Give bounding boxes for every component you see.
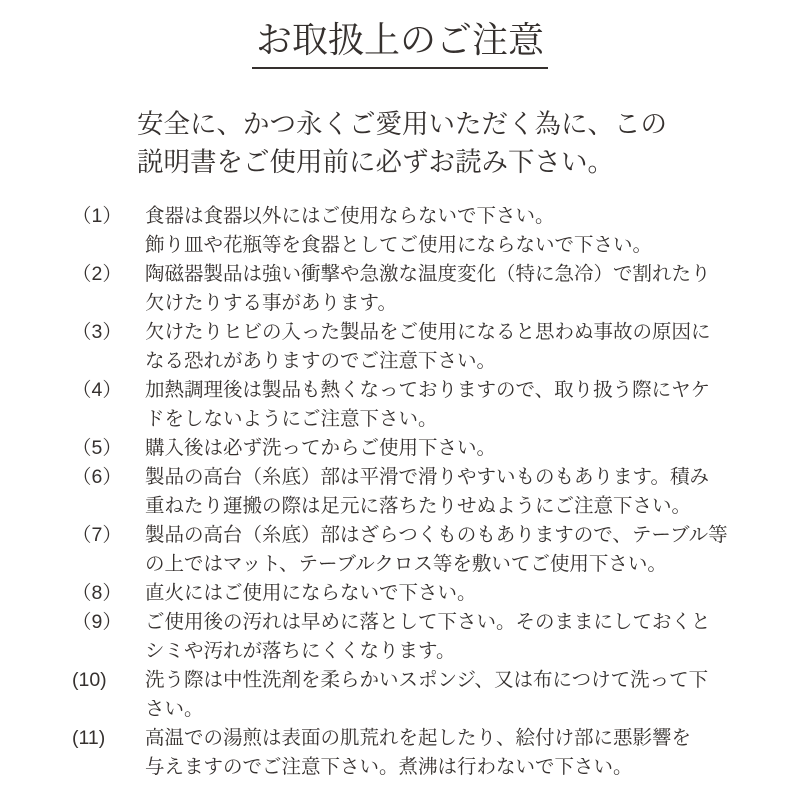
item-text-line: 欠けたりヒビの入った製品をご使用になると思わぬ事故の原因に [145,320,711,343]
item-text [145,434,800,463]
item-text [145,666,800,724]
item-text [145,202,800,260]
item-text-line: ご使用後の汚れは早めに落として下さい。そのままにしておくと [145,610,711,633]
item-text-line: 製品の高台（糸底）部はざらつくものもありますので、テーブル等 [145,523,728,546]
item-text [145,521,800,579]
item-text-line: 飾り皿や花瓶等を食器としてご使用にならないで下さい。 [145,233,653,256]
item-text-line: 重ねたり運搬の際は足元に落ちたりせぬようにご注意下さい。 [145,494,692,517]
item-text-line: 陶磁器製品は強い衝撃や急激な温度変化（特に急冷）で割れたり [145,262,711,285]
item-number: （6） [72,465,122,488]
item-number: （9） [72,610,122,633]
item-text [145,260,800,318]
item-number: (10) [72,668,107,691]
item-number: （7） [72,523,122,546]
list-item [72,260,800,318]
item-number: (11) [72,726,106,749]
item-number: （3） [72,320,122,343]
list-item [72,202,800,260]
item-text [145,318,800,376]
item-text [145,724,800,782]
item-text-line: 食器は食器以外にはご使用ならないで下さい。 [145,204,555,227]
item-text [145,608,800,666]
item-text-line: 直火にはご使用にならないで下さい。 [145,581,477,604]
intro-text [137,105,800,181]
intro-line-2: 説明書をご使用前に必ずお読み下さい。 [137,146,614,177]
title-wrap [0,0,800,69]
list-item [72,724,800,782]
item-text-line: なる恐れがありますのでご注意下さい。 [145,349,497,372]
item-number: （2） [72,262,122,285]
item-text-line: の上ではマット、テーブルクロス等を敷いてご使用下さい。 [145,552,667,575]
item-text-line: 高温での湯煎は表面の肌荒れを起したり、絵付け部に悪影響を [145,726,692,749]
page-title: お取扱上のご注意 [252,20,548,69]
item-text-line: ドをしないようにご注意下さい。 [145,407,438,430]
precautions-list [72,202,800,782]
item-text-line: さい。 [145,697,204,720]
list-item [72,521,800,579]
item-number: （4） [72,378,122,401]
intro-line-1: 安全に、かつ永くご愛用いただく為に、この [137,108,667,139]
item-text [145,463,800,521]
item-number: （1） [72,204,122,227]
item-text [145,579,800,608]
list-item [72,608,800,666]
list-item [72,579,800,608]
list-item [72,376,800,434]
list-item [72,318,800,376]
item-number: （5） [72,436,122,459]
item-number: （8） [72,581,122,604]
item-text-line: 製品の高台（糸底）部は平滑で滑りやすいものもあります。積み [145,465,709,488]
item-text [145,376,800,434]
item-text-line: 洗う際は中性洗剤を柔らかいスポンジ、又は布につけて洗って下 [145,668,709,691]
item-text-line: シミや汚れが落ちにくくなります。 [145,639,456,662]
item-text-line: 与えますのでご注意下さい。煮沸は行わないで下さい。 [145,755,633,778]
list-item [72,463,800,521]
list-item [72,434,800,463]
list-item [72,666,800,724]
item-text-line: 加熱調理後は製品も熱くなっておりますので、取り扱う際にヤケ [145,378,711,401]
item-text-line: 購入後は必ず洗ってからご使用下さい。 [145,436,497,459]
item-text-line: 欠けたりする事があります。 [145,291,397,314]
